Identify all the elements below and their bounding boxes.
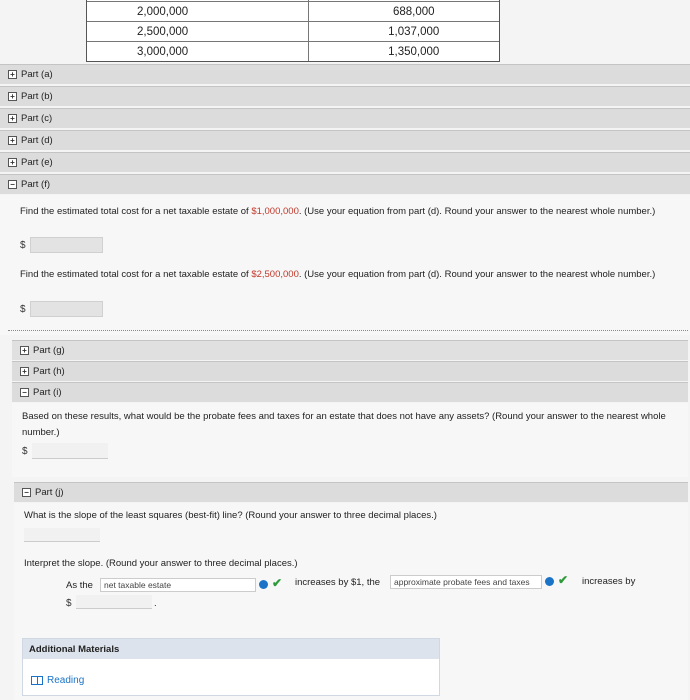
expand-icon[interactable]: + xyxy=(20,346,29,355)
answer-input[interactable] xyxy=(30,301,103,317)
response-select[interactable]: approximate probate fees and taxes xyxy=(390,575,542,589)
part-label: Part (j) xyxy=(35,487,64,498)
sentence-text: increases by $1, the xyxy=(295,577,381,588)
period-text: . xyxy=(154,598,157,609)
cost-cell: 688,000 xyxy=(392,5,435,18)
part-d-header[interactable] xyxy=(0,130,690,150)
part-h-header[interactable] xyxy=(12,361,688,381)
answer-input[interactable] xyxy=(30,237,103,253)
additional-materials-title: Additional Materials xyxy=(23,639,439,659)
info-badge-icon xyxy=(545,577,554,586)
part-c-header[interactable] xyxy=(0,108,690,128)
info-badge-icon xyxy=(259,580,268,589)
additional-materials xyxy=(22,638,440,696)
dollar-sign: $ xyxy=(66,598,72,609)
part-f-header[interactable] xyxy=(0,174,690,194)
part-label: Part (h) xyxy=(33,366,65,377)
part-label: Part (e) xyxy=(21,157,53,168)
check-icon: ✔ xyxy=(272,576,283,590)
reading-label: Reading xyxy=(47,675,85,686)
part-label: Part (f) xyxy=(21,179,51,190)
collapse-icon[interactable]: − xyxy=(22,488,31,497)
part-label: Part (b) xyxy=(21,91,53,102)
table-row xyxy=(87,1,499,21)
table-row xyxy=(87,0,499,1)
dollar-sign: $ xyxy=(20,240,26,251)
expand-icon[interactable]: + xyxy=(8,92,17,101)
table-row xyxy=(87,41,499,61)
increase-input[interactable] xyxy=(76,595,152,609)
part-label: Part (c) xyxy=(21,113,53,124)
slope-input[interactable] xyxy=(24,528,100,542)
part-label: Part (i) xyxy=(33,387,62,398)
collapse-icon[interactable]: − xyxy=(20,388,29,397)
sentence-text: As the xyxy=(66,580,93,591)
question-text: Interpret the slope. (Round your answer to three decimal places.) xyxy=(24,558,298,569)
part-e-header[interactable] xyxy=(0,152,690,172)
expand-icon[interactable]: + xyxy=(8,70,17,79)
dollar-sign: $ xyxy=(22,446,28,457)
divider xyxy=(8,330,688,331)
part-i-header[interactable] xyxy=(12,382,688,402)
part-a-header[interactable] xyxy=(0,64,690,84)
amount-highlight: $1,000,000 xyxy=(251,206,299,217)
dollar-sign: $ xyxy=(20,304,26,315)
part-g-header[interactable] xyxy=(12,340,688,360)
amount-highlight: $2,500,000 xyxy=(251,269,299,280)
table-row xyxy=(87,21,499,41)
answer-input[interactable] xyxy=(32,443,108,459)
part-j-header[interactable] xyxy=(14,482,688,502)
cost-cell: 1,037,000 xyxy=(388,25,440,38)
estate-cell: 2,000,000 xyxy=(87,2,309,21)
expand-icon[interactable]: + xyxy=(8,114,17,123)
check-icon: ✔ xyxy=(558,573,569,587)
expand-icon[interactable]: + xyxy=(8,158,17,167)
question-text: Find the estimated total cost for a net taxable estate of $2,500,000. (Use your equation from part (d). Round your answer to the nearest whole number.) xyxy=(20,269,656,280)
question-text: Based on these results, what would be the probate fees and taxes for an estate that does not have any assets? (Round your answer to the nearest whole number.) xyxy=(22,411,666,438)
part-label: Part (g) xyxy=(33,345,65,356)
cost-cell: 1,350,000 xyxy=(388,45,440,58)
part-label: Part (a) xyxy=(21,69,53,80)
question-text: What is the slope of the least squares (best-fit) line? (Round your answer to three decimal places.) xyxy=(24,510,437,521)
variable-select[interactable]: net taxable estate xyxy=(100,578,256,592)
sentence-text: increases by xyxy=(582,576,636,587)
part-label: Part (d) xyxy=(21,135,53,146)
reading-link[interactable] xyxy=(23,675,439,686)
question-text: Find the estimated total cost for a net taxable estate of $1,000,000. (Use your equation from part (d). Round your answer to the nearest whole number.) xyxy=(20,206,656,217)
data-table xyxy=(86,0,500,62)
collapse-icon[interactable]: − xyxy=(8,180,17,189)
book-icon xyxy=(31,676,43,685)
expand-icon[interactable]: + xyxy=(8,136,17,145)
part-b-header[interactable] xyxy=(0,86,690,106)
estate-cell: 3,000,000 xyxy=(87,42,309,61)
estate-cell: 2,500,000 xyxy=(87,22,309,41)
expand-icon[interactable]: + xyxy=(20,367,29,376)
